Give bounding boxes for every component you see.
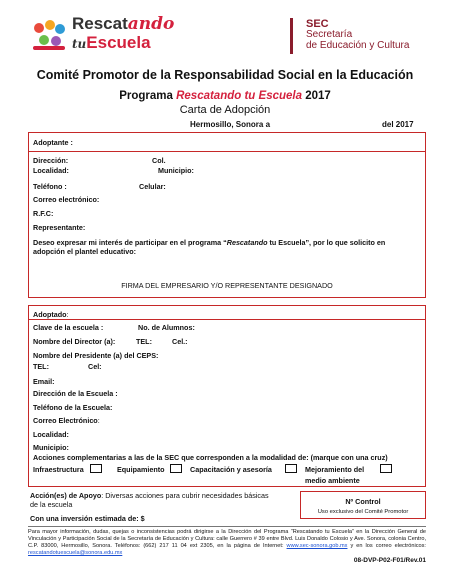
header xyxy=(0,0,450,62)
adoptante-label: Adoptante : xyxy=(33,138,73,147)
acciones-complementarias-label: Acciones complementarias a las de la SEC que corresponden a la modalidad de: (marque con una cruz) xyxy=(33,453,388,462)
telefono-escuela-label: Teléfono de la Escuela: xyxy=(33,403,113,412)
option-infraestructura-label: Infraestructura xyxy=(33,465,84,474)
declaration-text: Deseo expresar mi interés de participar en el programa “Rescatando tu Escuela”, por lo que solicito en adopción el plantel educativo: xyxy=(33,238,386,256)
mejoramiento-checkbox[interactable] xyxy=(380,464,392,473)
equipamiento-checkbox[interactable] xyxy=(170,464,182,473)
website-link[interactable]: www.sec-sonora.gob.mx xyxy=(286,543,348,549)
logo-word-rescatando: Rescatando xyxy=(72,14,175,34)
control-number-note: Uso exclusivo del Comité Promotor xyxy=(317,509,409,515)
email-label: Email: xyxy=(33,377,55,386)
place-label: Hermosillo, Sonora a xyxy=(190,120,271,129)
rfc-label: R.F.C: xyxy=(33,209,54,218)
logo-word-tu-escuela: tuEscuela xyxy=(72,33,151,52)
children-group-icon xyxy=(30,18,68,52)
presidente-tel-label: TEL: xyxy=(33,362,49,371)
sec-name-line1: Secretaría xyxy=(306,29,353,40)
document-code: 08-DVP-P02-F01/Rev.01 xyxy=(353,557,426,564)
adoptante-section xyxy=(28,132,426,298)
correo-label: Correo electrónico: xyxy=(33,195,100,204)
adoptado-label: Adoptado: xyxy=(33,310,69,319)
capacitacion-checkbox[interactable] xyxy=(285,464,297,473)
direccion-escuela-label: Dirección de la Escuela : xyxy=(33,389,118,398)
section-divider xyxy=(28,319,426,320)
sec-logo-bar xyxy=(290,18,293,54)
sec-logo xyxy=(290,18,445,58)
inversion-label: Con una inversión estimada de: $ xyxy=(30,514,145,523)
colonia-label: Col. xyxy=(152,156,166,165)
document-subtitle: Carta de Adopción xyxy=(179,104,271,116)
email-link[interactable]: rescatandotuescuela@sonora.edu.mx xyxy=(28,550,123,556)
representante-label: Representante: xyxy=(33,223,86,232)
sec-name-line2: de Educación y Cultura xyxy=(306,40,410,51)
acciones-apoyo-text: Acción(es) de Apoyo: Diversas acciones para cubrir necesidades básicas de la escuela xyxy=(30,491,269,509)
rescatando-tu-escuela-logo xyxy=(30,14,180,54)
footer-text: Para mayor información, dudas, quejas o inconsistencias podrá dirigirse a la Dirección del Programa “Rescatando tu Escuela” en la Dirección General de Vinculación y Participación Social de la Secretaría de Educación y Cultura: calle Guerrero # 39 entre Blvd. Luis Donaldo Colosio y Ave. Sonora, colonia Centro, C.P. 83000, Hermosillo, Sonora. Teléfonos: (662) 217 11 04 ext 2305, en la página de Internet: www.sec-sonora.gob.mx y en los correo electrónicos: rescatandotuescuela@sonora.edu.mx xyxy=(28,529,426,556)
municipio-label: Municipio: xyxy=(158,166,194,175)
localidad-label: Localidad: xyxy=(33,166,69,175)
alumnos-label: No. de Alumnos: xyxy=(138,323,195,332)
clave-escuela-label: Clave de la escuela : xyxy=(33,323,104,332)
localidad-escuela-label: Localidad: xyxy=(33,430,69,439)
presidente-cel-label: Cel: xyxy=(88,362,102,371)
control-number-box xyxy=(300,491,426,519)
celular-label: Celular: xyxy=(139,182,166,191)
section-divider xyxy=(28,151,426,152)
municipio-escuela-label: Municipio: xyxy=(33,443,69,452)
presidente-label: Nombre del Presidente (a) del CEPS: xyxy=(33,351,159,360)
director-label: Nombre del Director (a): xyxy=(33,337,116,346)
sec-acronym: SEC xyxy=(306,18,329,30)
infraestructura-checkbox[interactable] xyxy=(90,464,102,473)
signature-label: FIRMA DEL EMPRESARIO Y/O REPRESENTANTE DESIGNADO xyxy=(121,281,333,290)
correo-escuela-label: Correo Electrónico: xyxy=(33,416,100,425)
footer-divider xyxy=(28,526,426,527)
program-title: Programa Rescatando tu Escuela 2017 xyxy=(119,90,331,102)
control-number-label: Nº Control xyxy=(345,497,381,506)
option-mejoramiento-label: Mejoramiento del xyxy=(305,465,365,474)
direccion-label: Dirección: xyxy=(33,156,69,165)
option-equipamiento-label: Equipamiento xyxy=(117,465,165,474)
document-title: Comité Promotor de la Responsabilidad Social en la Educación xyxy=(36,68,414,82)
director-tel-label: TEL: xyxy=(136,337,152,346)
option-mejoramiento-label-2: medio ambiente xyxy=(305,476,360,485)
telefono-label: Teléfono : xyxy=(33,182,67,191)
option-capacitacion-label: Capacitación y asesoría xyxy=(190,465,272,474)
director-cel-label: Cel.: xyxy=(172,337,188,346)
year-label: del 2017 xyxy=(382,120,414,129)
